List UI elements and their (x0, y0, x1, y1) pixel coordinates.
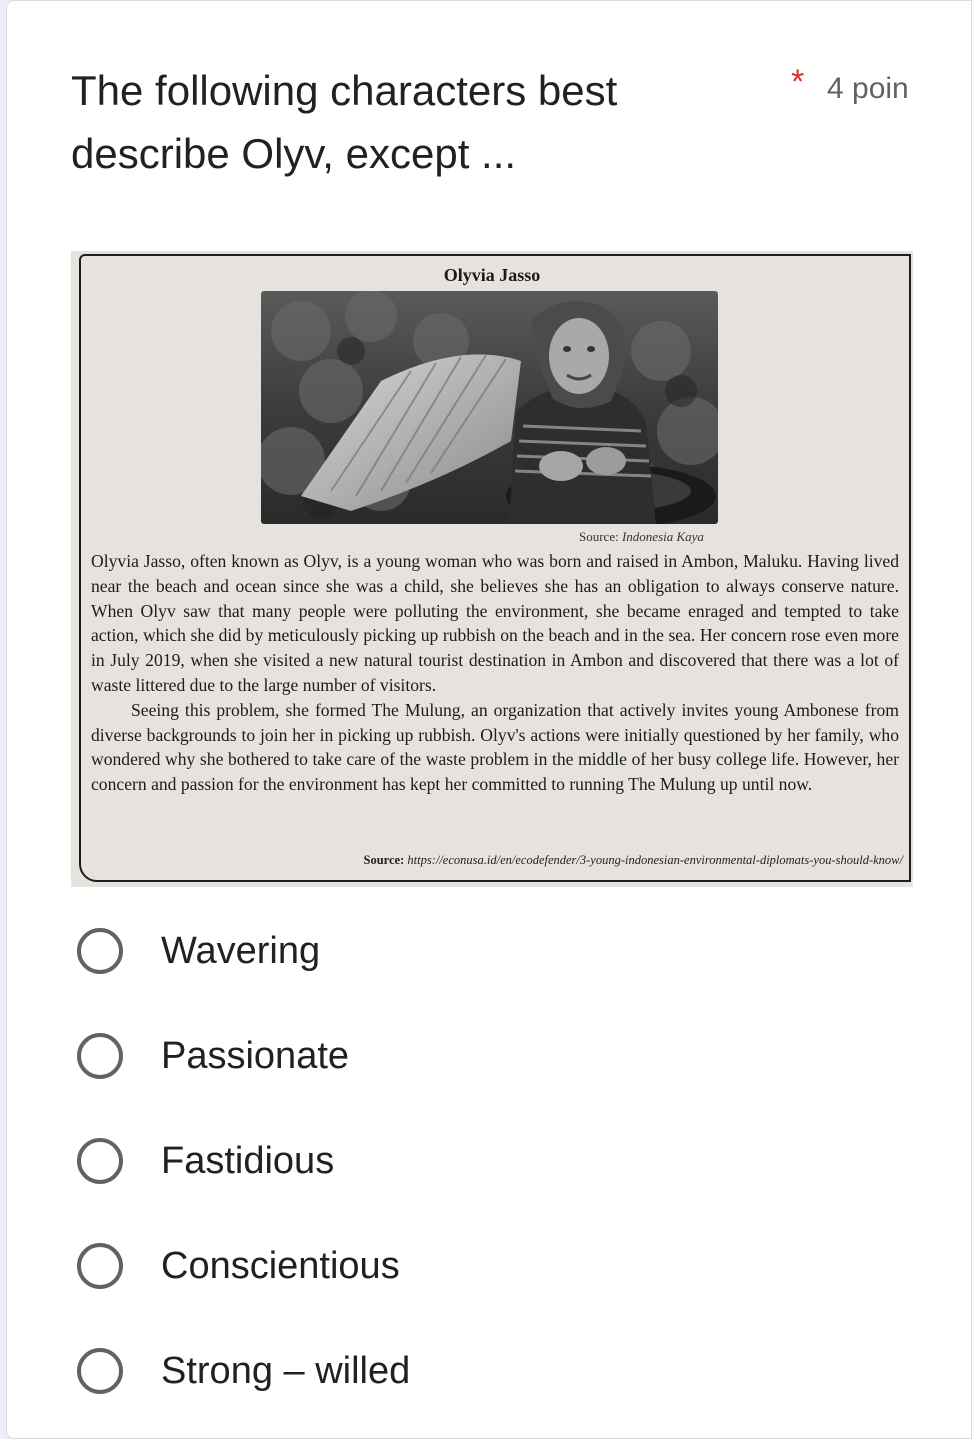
radio-button[interactable] (77, 928, 123, 974)
option-fastidious[interactable] (71, 1111, 913, 1211)
passage-heading: Olyvia Jasso (443, 265, 541, 285)
passage-paragraph: Olyvia Jasso, often known as Olyv, is a young woman who was born and raised in Ambon, Maluku. Having lived near the beach and ocean since she was a child, she believes she has an obligation to always conserve nature. When Olyv saw that many people were polluting the environment, she became enraged and tempted to take action, which she did by meticulously picking up rubbish on the beach and in the sea. Her concern rose even more in July 2019, when she visited a new natural tourist destination in Ambon and discovered that there was a lot of waste littered due to the large number of visitors. (91, 551, 899, 695)
radio-button[interactable] (77, 1243, 123, 1289)
option-conscientious[interactable] (71, 1216, 913, 1316)
question-title: The following characters best describe Olyv, except ... (71, 67, 618, 177)
article-source-caption: Source: https://econusa.id/en/ecodefender/3-young-indonesian-environmental-diplomats-you-should-know/ (363, 853, 903, 867)
option-strong-willed[interactable] (71, 1321, 913, 1421)
option-passionate[interactable] (71, 1006, 913, 1106)
radio-button[interactable] (77, 1348, 123, 1394)
olyvia-photo (261, 291, 718, 524)
passage-image (71, 251, 913, 887)
option-label: Fastidious (161, 1139, 335, 1182)
radio-button[interactable] (77, 1138, 123, 1184)
radio-button[interactable] (77, 1033, 123, 1079)
required-indicator: * (791, 63, 805, 101)
option-label: Conscientious (161, 1244, 400, 1287)
option-label: Passionate (161, 1034, 350, 1077)
question-card (6, 0, 972, 1439)
option-label: Strong – willed (161, 1349, 411, 1392)
passage-body (91, 549, 899, 797)
passage-paragraph: Seeing this problem, she formed The Mulung, an organization that actively invites young Ambonese from diverse backgrounds to join her in picking up rubbish. Olyv's actions were initially questioned by her family, who wondered why she bothered to take care of the waste problem in the middle of her busy college life. However, her concern and passion for the environment has kept her committed to running The Mulung up until now. (91, 699, 899, 795)
option-wavering[interactable] (71, 901, 913, 1001)
option-label: Wavering (161, 929, 321, 972)
points-label: 4 poin (827, 72, 909, 105)
photo-source-caption: Source: Indonesia Kaya (579, 529, 704, 544)
